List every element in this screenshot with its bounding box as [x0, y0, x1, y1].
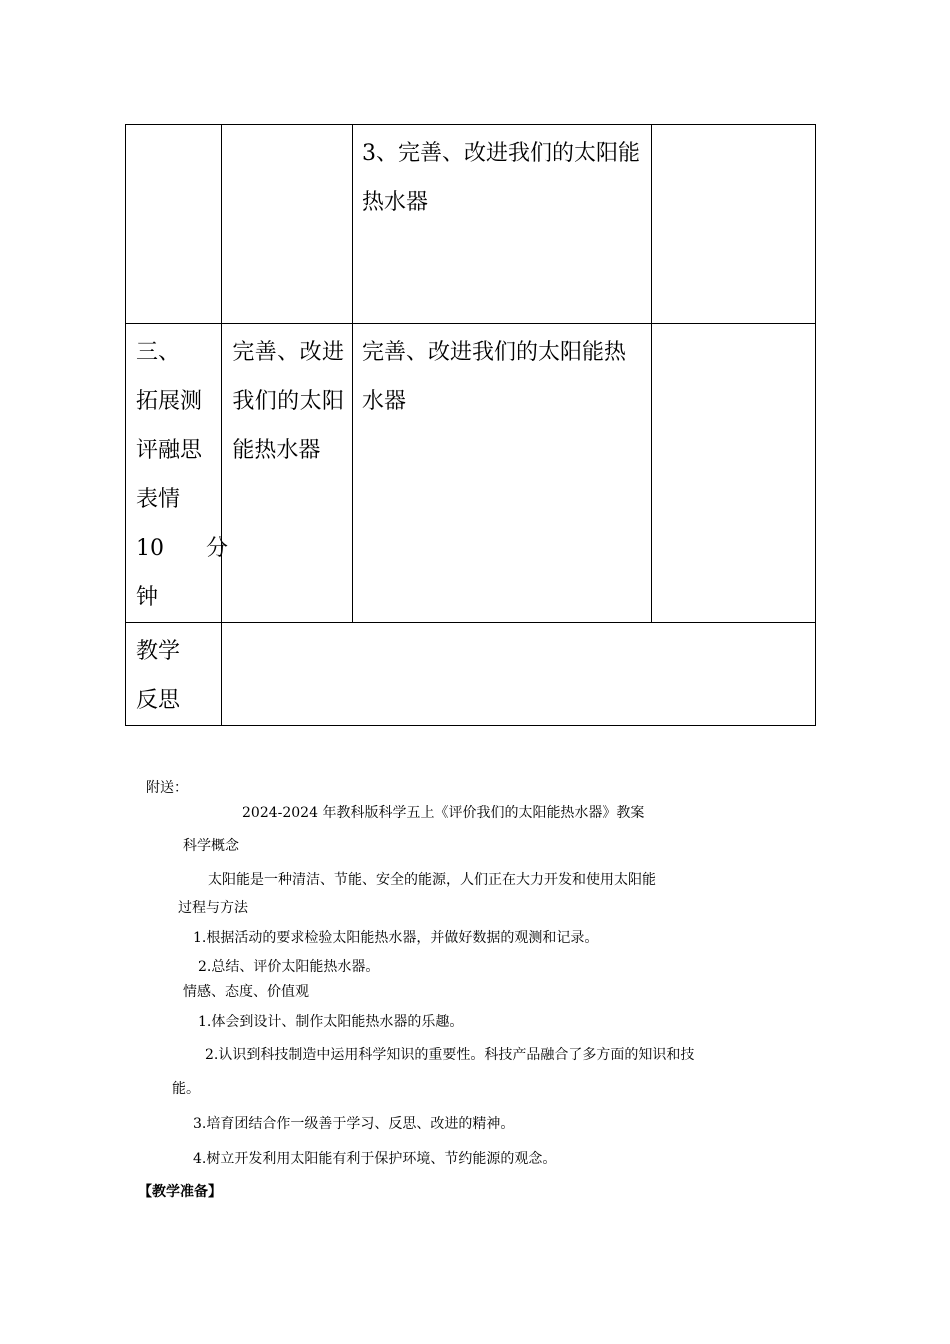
list-item: 2.认识到科技制造中运用科学知识的重要性。科技产品融合了多方面的知识和技: [205, 1047, 695, 1063]
list-item: 3.培育团结合作一级善于学习、反思、改进的精神。: [193, 1116, 515, 1132]
list-item: 4.树立开发利用太阳能有利于保护环境、节约能源的观念。: [193, 1151, 557, 1167]
list-item: 1.根据活动的要求检验太阳能热水器，并做好数据的观测和记录。: [193, 930, 599, 946]
table-cell-empty: [222, 125, 353, 324]
section-heading: 科学概念: [183, 838, 239, 854]
list-item-continuation: 能。: [172, 1081, 200, 1097]
table-cell-content: [352, 324, 651, 623]
table-cell-step: [352, 125, 651, 324]
paragraph: 太阳能是一种清洁、节能、安全的能源，人们正在大力开发和使用太阳能: [208, 872, 656, 888]
appendix-title: 2024-2024 年教科版科学五上《评价我们的太阳能热水器》教案: [242, 805, 645, 821]
step-text: 3、完善、改进我们的太阳能热水器: [361, 141, 640, 215]
table-row: [126, 125, 816, 324]
table-row: [126, 623, 816, 726]
table-cell-stage: [126, 324, 228, 623]
table-cell-empty: [652, 125, 816, 324]
activity-text: 完善、改进我们的太阳能热水器: [232, 340, 344, 463]
section-heading: 过程与方法: [178, 900, 248, 916]
appendix-label: 附送：: [146, 780, 188, 796]
stage-label: 三、 拓展测 评融思 表情 10 分 钟: [136, 340, 228, 610]
list-item: 1.体会到设计、制作太阳能热水器的乐趣。: [198, 1014, 464, 1030]
section-heading: 情感、态度、价值观: [183, 984, 309, 1000]
list-item: 2.总结、评价太阳能热水器。: [198, 959, 380, 975]
content-text: 完善、改进我们的太阳能热水器: [361, 340, 626, 414]
table-row: [126, 324, 816, 623]
table-cell-empty: [126, 125, 222, 324]
lesson-plan-table: [125, 124, 816, 726]
table-cell-reflection: [222, 623, 816, 726]
table-cell-reflection-label: [126, 623, 222, 726]
table-cell-activity: [222, 324, 353, 623]
table-cell-empty: [652, 324, 816, 623]
prep-heading: 【教学准备】: [138, 1184, 222, 1200]
reflection-label: 教学 反思: [136, 639, 181, 713]
